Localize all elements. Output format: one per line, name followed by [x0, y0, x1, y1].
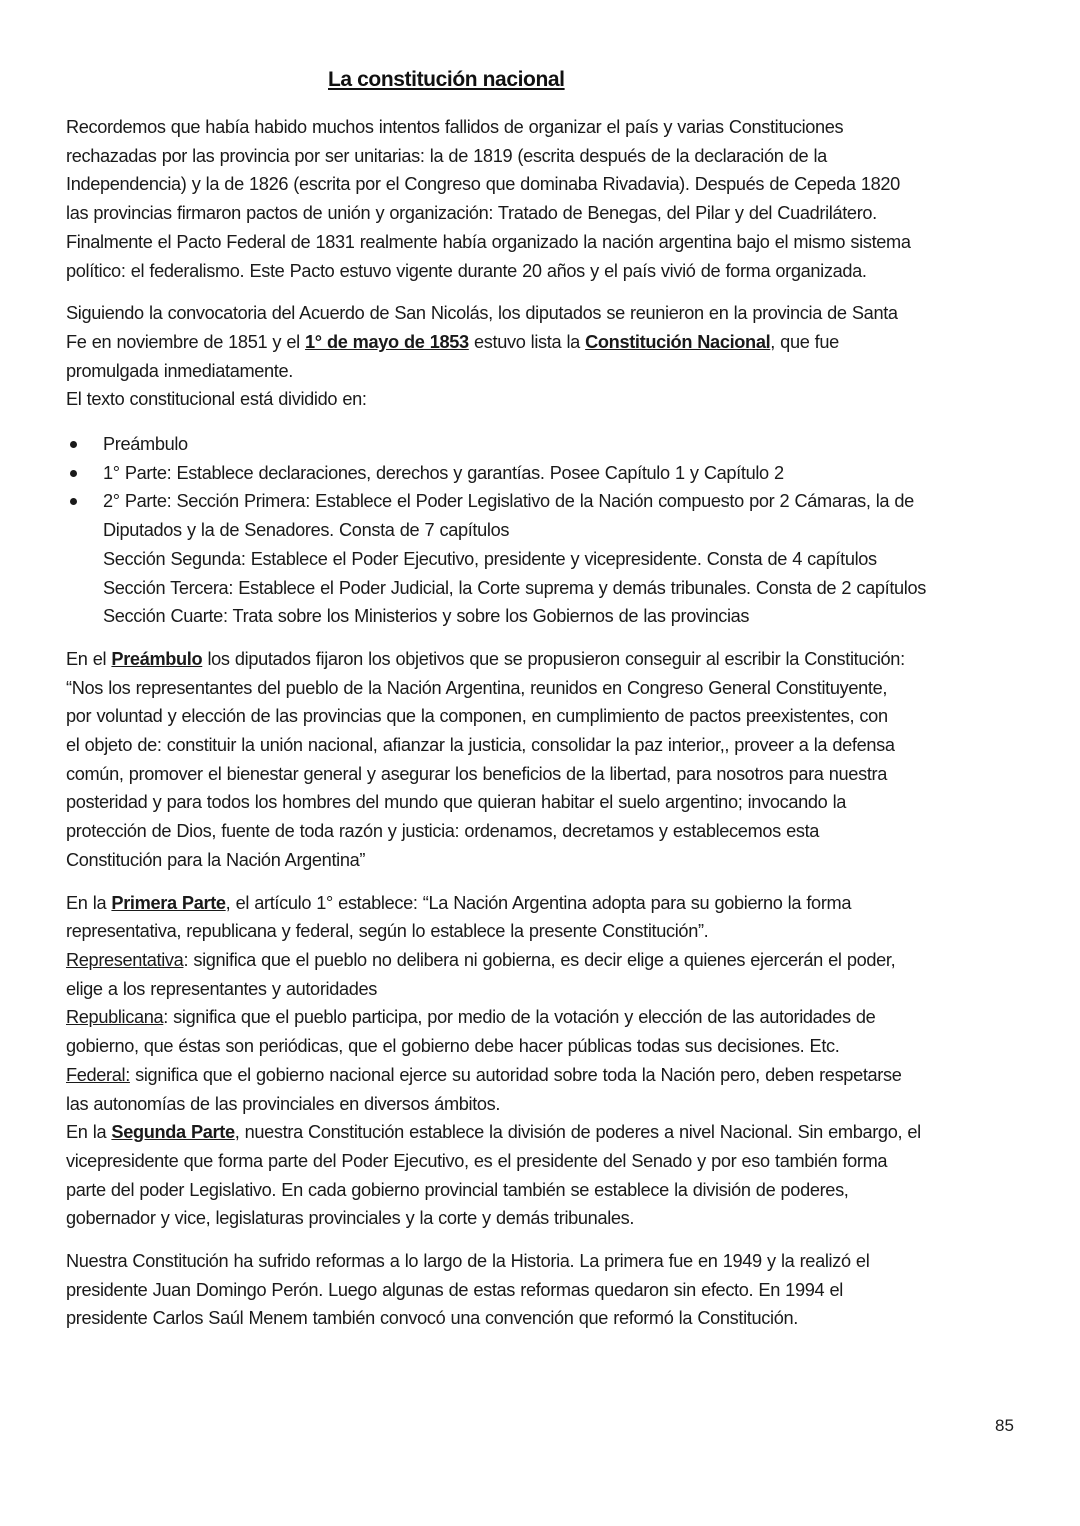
- quote-line: posteridad y para todos los hombres del mundo que quieran habitar el suelo argentino; invocando la: [66, 792, 847, 813]
- quote-line: por voluntad y elección de las provincias que la componen, en cumplimiento de pactos preexistentes, con: [66, 706, 888, 727]
- text-line: Independencia) y la de 1826 (escrita por el Congreso que dominaba Rivadavia). Después de Cepeda 1820: [66, 174, 900, 195]
- text-segment: En el: [66, 648, 112, 669]
- text-segment: , que fue: [770, 331, 839, 352]
- section-line: Sección Tercera: Establece el Poder Judicial, la Corte suprema y demás tribunales. Consta de 2 capítulos: [103, 577, 926, 598]
- list-item: [66, 430, 1026, 459]
- quote-line: “Nos los representantes del pueblo de la Nación Argentina, reunidos en Congreso General Constituyente,: [66, 677, 888, 698]
- list-item-label: Preámbulo: [103, 434, 188, 455]
- definition-term: Representativa: [66, 949, 184, 970]
- bullet-icon: [70, 498, 77, 505]
- text-line: [66, 1118, 1026, 1147]
- text-segment: En la: [66, 892, 112, 913]
- page-number: 85: [995, 1416, 1014, 1435]
- section-line: Sección Segunda: Establece el Poder Ejecutivo, presidente y vicepresidente. Consta de 4 capítulos: [103, 548, 877, 569]
- definition-line: elige a los representantes y autoridades: [66, 978, 378, 999]
- bullet-icon: [70, 441, 77, 448]
- text-line: [66, 645, 1026, 674]
- list-item-label: 2° Parte: Sección Primera: Establece el Poder Legislativo de la Nación compuesto por 2 Cámaras, la de: [103, 491, 914, 512]
- divisions-list: [66, 430, 1026, 631]
- document-body: [66, 113, 1026, 1333]
- list-item: [66, 487, 1026, 631]
- text-line: presidente Carlos Saúl Menem también convocó una convención que reformó la Constitución.: [66, 1308, 798, 1329]
- preambulo-paragraph: [66, 645, 1026, 875]
- definition-line: [66, 946, 1026, 975]
- definition-term: Federal:: [66, 1064, 130, 1085]
- quote-line: protección de Dios, fuente de toda razón y justicia: ordenamos, decretamos y establecemos esta: [66, 821, 820, 842]
- text-line: político: el federalismo. Este Pacto estuvo vigente durante 20 años y el país vivió de forma organizada.: [66, 260, 867, 281]
- list-item-label: 1° Parte: Establece declaraciones, derechos y garantías. Posee Capítulo 1 y Capítulo 2: [103, 462, 784, 483]
- text-segment: Fe en noviembre de 1851 y el: [66, 331, 306, 352]
- text-line: Recordemos que había habido muchos intentos fallidos de organizar el país y varias Constituciones: [66, 117, 844, 137]
- definition-term: Republicana: [66, 1007, 164, 1028]
- text-line: Finalmente el Pacto Federal de 1831 realmente había organizado la nación argentina bajo el mismo sistema: [66, 231, 911, 252]
- text-line: las provincias firmaron pactos de unión y organización: Tratado de Benegas, del Pilar y del Cuadrilátero.: [66, 203, 877, 224]
- text-line: Siguiendo la convocatoria del Acuerdo de San Nicolás, los diputados se reunieron en la provincia de Santa: [66, 303, 898, 324]
- text-line: promulgada inmediatamente.: [66, 360, 293, 381]
- text-segment: los diputados fijaron los objetivos que se propusieron conseguir al escribir la Constitución:: [202, 648, 905, 669]
- text-segment: , nuestra Constitución establece la división de poderes a nivel Nacional. Sin embargo, el: [234, 1122, 921, 1143]
- text-line: presidente Juan Domingo Perón. Luego algunas de estas reformas quedaron sin efecto. En 1994 el: [66, 1279, 843, 1300]
- list-item-continuation: Diputados y la de Senadores. Consta de 7 capítulos: [103, 520, 510, 541]
- text-line: Nuestra Constitución ha sufrido reformas a lo largo de la Historia. La primera fue en 1949 y la realizó el: [66, 1251, 870, 1272]
- list-item: [66, 459, 1026, 488]
- convocatoria-paragraph: [66, 299, 1026, 414]
- definition-line: [66, 1061, 1026, 1090]
- page-title: La constitución nacional: [328, 68, 565, 91]
- highlighted-term: Primera Parte: [111, 892, 226, 913]
- definition-text: significa que el gobierno nacional ejerce su autoridad sobre toda la Nación pero, deben respetarse: [129, 1064, 902, 1085]
- quote-line: el objeto de: constituir la unión nacional, afianzar la justicia, consolidar la paz interior,, proveer a la defensa: [66, 735, 895, 756]
- highlighted-term: Segunda Parte: [111, 1122, 235, 1143]
- section-line: Sección Cuarte: Trata sobre los Ministerios y sobre los Gobiernos de las provincias: [103, 606, 750, 627]
- text-segment: En la: [66, 1122, 112, 1143]
- text-line: rechazadas por las provincia por ser unitarias: la de 1819 (escrita después de la declaración de la: [66, 145, 827, 166]
- primera-parte-paragraph: [66, 889, 1026, 1233]
- definition-text: : significa que el pueblo no delibera ni gobierna, es decir elige a quienes ejercerán el poder,: [183, 949, 896, 970]
- definition-line: [66, 1003, 1026, 1032]
- bullet-icon: [70, 470, 77, 477]
- quote-line: común, promover el bienestar general y asegurar los beneficios de la libertad, para nosotros para nuestra: [66, 763, 887, 784]
- text-line: vicepresidente que forma parte del Poder Ejecutivo, es el presidente del Senado y por eso también forma: [66, 1150, 888, 1171]
- text-line: [66, 328, 1026, 357]
- definition-line: gobierno, que éstas son periódicas, que el gobierno debe hacer públicas todas sus decisiones. Etc.: [66, 1036, 840, 1057]
- definition-text: : significa que el pueblo participa, por medio de la votación y elección de las autoridades de: [163, 1007, 876, 1028]
- reformas-paragraph: [66, 1247, 1026, 1333]
- definition-line: las autonomías de las provinciales en diversos ámbitos.: [66, 1093, 501, 1114]
- text-line: gobernador y vice, legislaturas provinciales y la corte y demás tribunales.: [66, 1208, 635, 1229]
- text-segment: , el artículo 1° establece: “La Nación Argentina adopta para su gobierno la forma: [225, 892, 852, 913]
- text-line: parte del poder Legislativo. En cada gobierno provincial también se establece la división de poderes,: [66, 1179, 849, 1200]
- text-line: El texto constitucional está dividido en:: [66, 389, 367, 410]
- highlighted-date: 1° de mayo de 1853: [305, 331, 469, 352]
- highlighted-term: Constitución Nacional: [585, 331, 771, 352]
- highlighted-term: Preámbulo: [111, 648, 203, 669]
- text-line: representativa, republicana y federal, según lo establece la presente Constitución”.: [66, 921, 709, 942]
- text-segment: estuvo lista la: [468, 331, 586, 352]
- text-line: [66, 889, 1026, 918]
- quote-line: Constitución para la Nación Argentina”: [66, 849, 366, 870]
- intro-paragraph: [66, 113, 1026, 285]
